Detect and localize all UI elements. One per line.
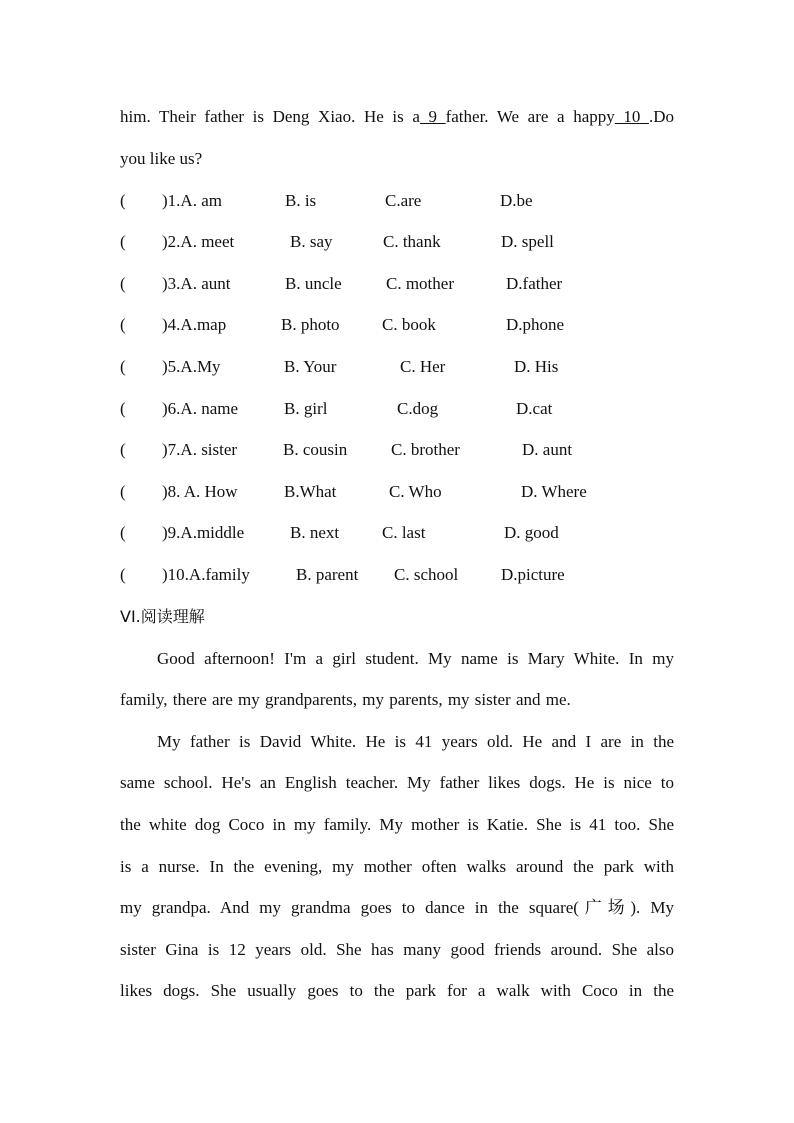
option-c: C. book <box>382 315 436 334</box>
answer-paren: ( <box>120 357 126 376</box>
passage-line-1: Good afternoon! I'm a girl student. My name is Mary White. In my <box>157 649 674 668</box>
passage-line-3: My father is David White. He is 41 years old. He and I are in the <box>157 732 674 751</box>
answer-paren: ( <box>120 315 126 334</box>
blank-10: 10 <box>614 107 649 126</box>
intro-text-c: .Do <box>648 107 674 126</box>
option-c: C.are <box>385 191 422 210</box>
option-a: )4.A.map <box>162 315 227 334</box>
question-5 <box>120 356 680 378</box>
section-title: VI.阅读理解 <box>120 607 205 626</box>
option-a: )1.A. am <box>162 191 222 210</box>
question-8 <box>120 481 680 503</box>
option-a: )3.A. aunt <box>162 274 231 293</box>
answer-paren: ( <box>120 565 126 584</box>
intro-text-a: him. Their father is Deng Xiao. He is a <box>120 107 420 126</box>
passage-line-7: my grandpa. And my grandma goes to dance in the square(广场). My <box>120 898 674 917</box>
answer-paren: ( <box>120 399 126 418</box>
option-d: D. Where <box>521 482 587 501</box>
passage-line-4: same school. He's an English teacher. My father likes dogs. He is nice to <box>120 773 674 792</box>
option-d: D.picture <box>501 565 565 584</box>
question-9 <box>120 522 680 544</box>
option-c: C. brother <box>391 440 460 459</box>
option-a: )9.A.middle <box>162 523 245 542</box>
option-b: B. is <box>285 191 317 210</box>
answer-paren: ( <box>120 523 126 542</box>
question-7 <box>120 439 680 461</box>
answer-paren: ( <box>120 482 126 501</box>
option-d: D.cat <box>516 399 553 418</box>
question-6 <box>120 398 680 420</box>
option-a: )8. A. How <box>162 482 238 501</box>
option-b: B. girl <box>284 399 328 418</box>
passage-line-6: is a nurse. In the evening, my mother often walks around the park with <box>120 857 674 876</box>
option-a: )5.A.My <box>162 357 221 376</box>
intro-line-1 <box>120 106 674 128</box>
option-d: D. good <box>504 523 559 542</box>
question-3 <box>120 273 680 295</box>
option-b: B. uncle <box>285 274 342 293</box>
answer-paren: ( <box>120 191 126 210</box>
option-c: C. Who <box>389 482 442 501</box>
option-b: B. parent <box>296 565 359 584</box>
answer-paren: ( <box>120 232 126 251</box>
option-d: D. aunt <box>522 440 573 459</box>
answer-paren: ( <box>120 274 126 293</box>
passage-line-8: sister Gina is 12 years old. She has many good friends around. She also <box>120 940 674 959</box>
question-2 <box>120 231 680 253</box>
question-10 <box>120 564 680 586</box>
question-1 <box>120 190 680 212</box>
option-c: C. school <box>394 565 459 584</box>
passage-line-5: the white dog Coco in my family. My mother is Katie. She is 41 too. She <box>120 815 674 834</box>
blank-9: 9 <box>419 107 446 126</box>
option-b: B. say <box>290 232 333 251</box>
option-d: D.phone <box>506 315 565 334</box>
option-b: B. photo <box>281 315 340 334</box>
option-a: )2.A. meet <box>162 232 235 251</box>
answer-paren: ( <box>120 440 126 459</box>
option-c: C. Her <box>400 357 446 376</box>
option-d: D.be <box>500 191 533 210</box>
intro-line-2: you like us? <box>120 149 203 168</box>
option-a: )6.A. name <box>162 399 239 418</box>
option-d: D. spell <box>501 232 554 251</box>
option-a: )7.A. sister <box>162 440 238 459</box>
option-b: B. Your <box>284 357 337 376</box>
option-c: C. last <box>382 523 426 542</box>
option-b: B. next <box>290 523 340 542</box>
option-b: B. cousin <box>283 440 348 459</box>
option-c: C. thank <box>383 232 441 251</box>
option-b: B.What <box>284 482 337 501</box>
passage-line-2: family, there are my grandparents, my parents, my sister and me. <box>120 690 571 709</box>
passage-line-9: likes dogs. She usually goes to the park for a walk with Coco in the <box>120 981 674 1000</box>
option-d: D.father <box>506 274 563 293</box>
option-c: C.dog <box>397 399 439 418</box>
option-c: C. mother <box>386 274 454 293</box>
intro-text-b: father. We are a happy <box>445 107 615 126</box>
option-a: )10.A.family <box>162 565 250 584</box>
option-d: D. His <box>514 357 559 376</box>
question-4 <box>120 314 680 336</box>
